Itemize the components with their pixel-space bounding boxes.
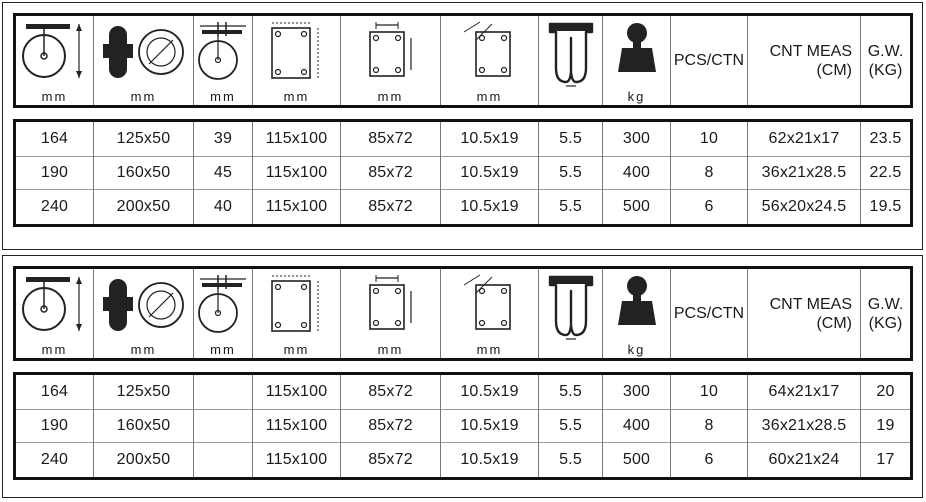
plate-thickness-icon [544,20,598,90]
unit-label: mm [377,342,404,357]
load-capacity-cell: 300 [603,374,671,410]
header-row [13,13,913,108]
plate-thickness-cell: 5.5 [539,409,603,443]
bolt-spacing-header [341,16,440,105]
offset-header [194,269,252,358]
table-row [15,156,912,190]
offset-cell: 39 [194,121,253,157]
pcs-ctn-header: PCS/CTN [673,52,745,69]
plate-size-cell: 115x100 [253,156,341,190]
wheel-height-cell: 164 [40,129,69,147]
wheel-height-icon [20,20,90,84]
plate-size-cell: 115x100 [253,443,341,479]
pcs-ctn-cell: 10 [671,374,748,410]
header-row [13,266,913,361]
bolt-spacing-cell: 85x72 [341,121,441,157]
carton-size-cell: 64x21x17 [748,374,861,410]
gw-line1: G.W. [867,295,904,313]
cnt-meas-line2: (CM) [816,314,852,332]
wheel-height-cell: 240 [15,190,94,226]
bolt-hole-icon [460,273,520,339]
gw-line2: (KG) [868,314,903,332]
bolt-hole-icon [460,20,520,86]
plate-thickness-icon [544,273,598,343]
plate-size-cell: 115x100 [253,409,341,443]
cnt-meas-line2: (CM) [816,61,852,79]
wheel-height-icon [20,273,90,337]
plate-thickness-cell: 5.5 [539,190,603,226]
table-row [15,409,912,443]
unit-label: mm [476,89,503,104]
gross-weight-cell: 19.5 [861,190,912,226]
unit-label: mm [283,89,310,104]
pcs-ctn-cell: 6 [671,190,748,226]
pcs-ctn-cell: 8 [671,409,748,443]
wheel-height-cell: 164 [40,382,69,400]
offset-cell [194,374,253,410]
spec-table [13,119,913,227]
plate-thickness-cell: 5.5 [539,443,603,479]
carton-size-cell: 36x21x28.5 [748,156,861,190]
top-plate-header [253,269,340,358]
spec-table [13,372,913,480]
wheel-size-cell: 125x50 [94,374,194,410]
offset-cell: 45 [194,156,253,190]
pcs-ctn-cell: 10 [671,121,748,157]
bolt-spacing-icon [366,273,416,339]
pcs-ctn-cell: 8 [671,156,748,190]
offset-cell [194,443,253,479]
unit-label: mm [130,89,157,104]
gross-weight-cell: 17 [861,443,912,479]
wheel-size-icon [99,273,189,337]
bolt-hole-cell: 10.5x19 [441,121,539,157]
load-capacity-header [603,269,670,358]
wheel-height-cell: 190 [15,409,94,443]
gw-line2: (KG) [868,61,903,79]
cnt-meas-line1: CNT MEAS [769,295,852,313]
spec-panel-bottom [2,255,923,498]
pcs-ctn-cell: 6 [671,443,748,479]
unit-label: mm [41,342,68,357]
load-capacity-cell: 500 [603,190,671,226]
bolt-hole-header [441,269,538,358]
cnt-meas-header [748,295,860,333]
carton-size-cell: 60x21x24 [748,443,861,479]
wheel-height-cell: 240 [15,443,94,479]
bolt-hole-cell: 10.5x19 [441,190,539,226]
table-row [15,121,912,157]
load-capacity-cell: 400 [603,156,671,190]
gross-weight-cell: 20 [861,374,912,410]
bolt-spacing-cell: 85x72 [341,190,441,226]
gross-weight-cell: 22.5 [861,156,912,190]
unit-label: kg [627,342,646,357]
wheel-size-cell: 125x50 [94,121,194,157]
cnt-meas-line1: CNT MEAS [769,42,852,60]
offset-cell: 40 [194,190,253,226]
bolt-hole-cell: 10.5x19 [441,443,539,479]
offset-cell [194,409,253,443]
wheel-size-cell: 160x50 [94,156,194,190]
unit-label: mm [377,89,404,104]
wheel-size-cell: 200x50 [94,190,194,226]
load-capacity-header [603,16,670,105]
plate-size-cell: 115x100 [253,190,341,226]
offset-icon [196,20,250,84]
table-row [15,443,912,479]
offset-icon [196,273,250,337]
wheel-size-icon [99,20,189,84]
gross-weight-cell: 23.5 [861,121,912,157]
bolt-spacing-icon [366,20,416,86]
wheel-size-cell: 200x50 [94,443,194,479]
wheel-height-header [16,269,93,358]
plate-thickness-header [539,16,602,105]
load-capacity-cell: 500 [603,443,671,479]
wheel-size-header [94,16,193,105]
plate-size-cell: 115x100 [253,121,341,157]
load-capacity-icon [612,20,662,80]
bolt-spacing-cell: 85x72 [341,156,441,190]
spec-panel-top [2,2,923,250]
bolt-hole-header [441,16,538,105]
wheel-size-cell: 160x50 [94,409,194,443]
carton-size-cell: 36x21x28.5 [748,409,861,443]
unit-label: mm [130,342,157,357]
cnt-meas-header [748,42,860,80]
gross-weight-header [861,42,910,80]
load-capacity-icon [612,273,662,333]
bolt-spacing-header [341,269,440,358]
unit-label: mm [210,342,236,357]
plate-thickness-header [539,269,602,358]
unit-label: mm [283,342,310,357]
offset-header [194,16,252,105]
load-capacity-cell: 300 [603,121,671,157]
top-plate-icon [268,20,326,86]
wheel-height-cell: 190 [15,156,94,190]
pcs-ctn-header: PCS/CTN [673,305,745,322]
bolt-spacing-cell: 85x72 [341,409,441,443]
load-capacity-cell: 400 [603,409,671,443]
plate-thickness-cell: 5.5 [539,121,603,157]
table-row [15,190,912,226]
wheel-size-header [94,269,193,358]
gross-weight-cell: 19 [861,409,912,443]
unit-label: mm [41,89,68,104]
top-plate-icon [268,273,326,339]
unit-label: mm [210,89,236,104]
bolt-hole-cell: 10.5x19 [441,156,539,190]
carton-size-cell: 62x21x17 [748,121,861,157]
bolt-hole-cell: 10.5x19 [441,409,539,443]
gross-weight-header [861,295,910,333]
gw-line1: G.W. [867,42,904,60]
unit-label: mm [476,342,503,357]
plate-size-cell: 115x100 [253,374,341,410]
table-row [15,374,912,410]
carton-size-cell: 56x20x24.5 [748,190,861,226]
bolt-spacing-cell: 85x72 [341,443,441,479]
unit-label: kg [627,89,646,104]
bolt-hole-cell: 10.5x19 [441,374,539,410]
bolt-spacing-cell: 85x72 [341,374,441,410]
plate-thickness-cell: 5.5 [539,374,603,410]
plate-thickness-cell: 5.5 [539,156,603,190]
wheel-height-header [16,16,93,105]
top-plate-header [253,16,340,105]
